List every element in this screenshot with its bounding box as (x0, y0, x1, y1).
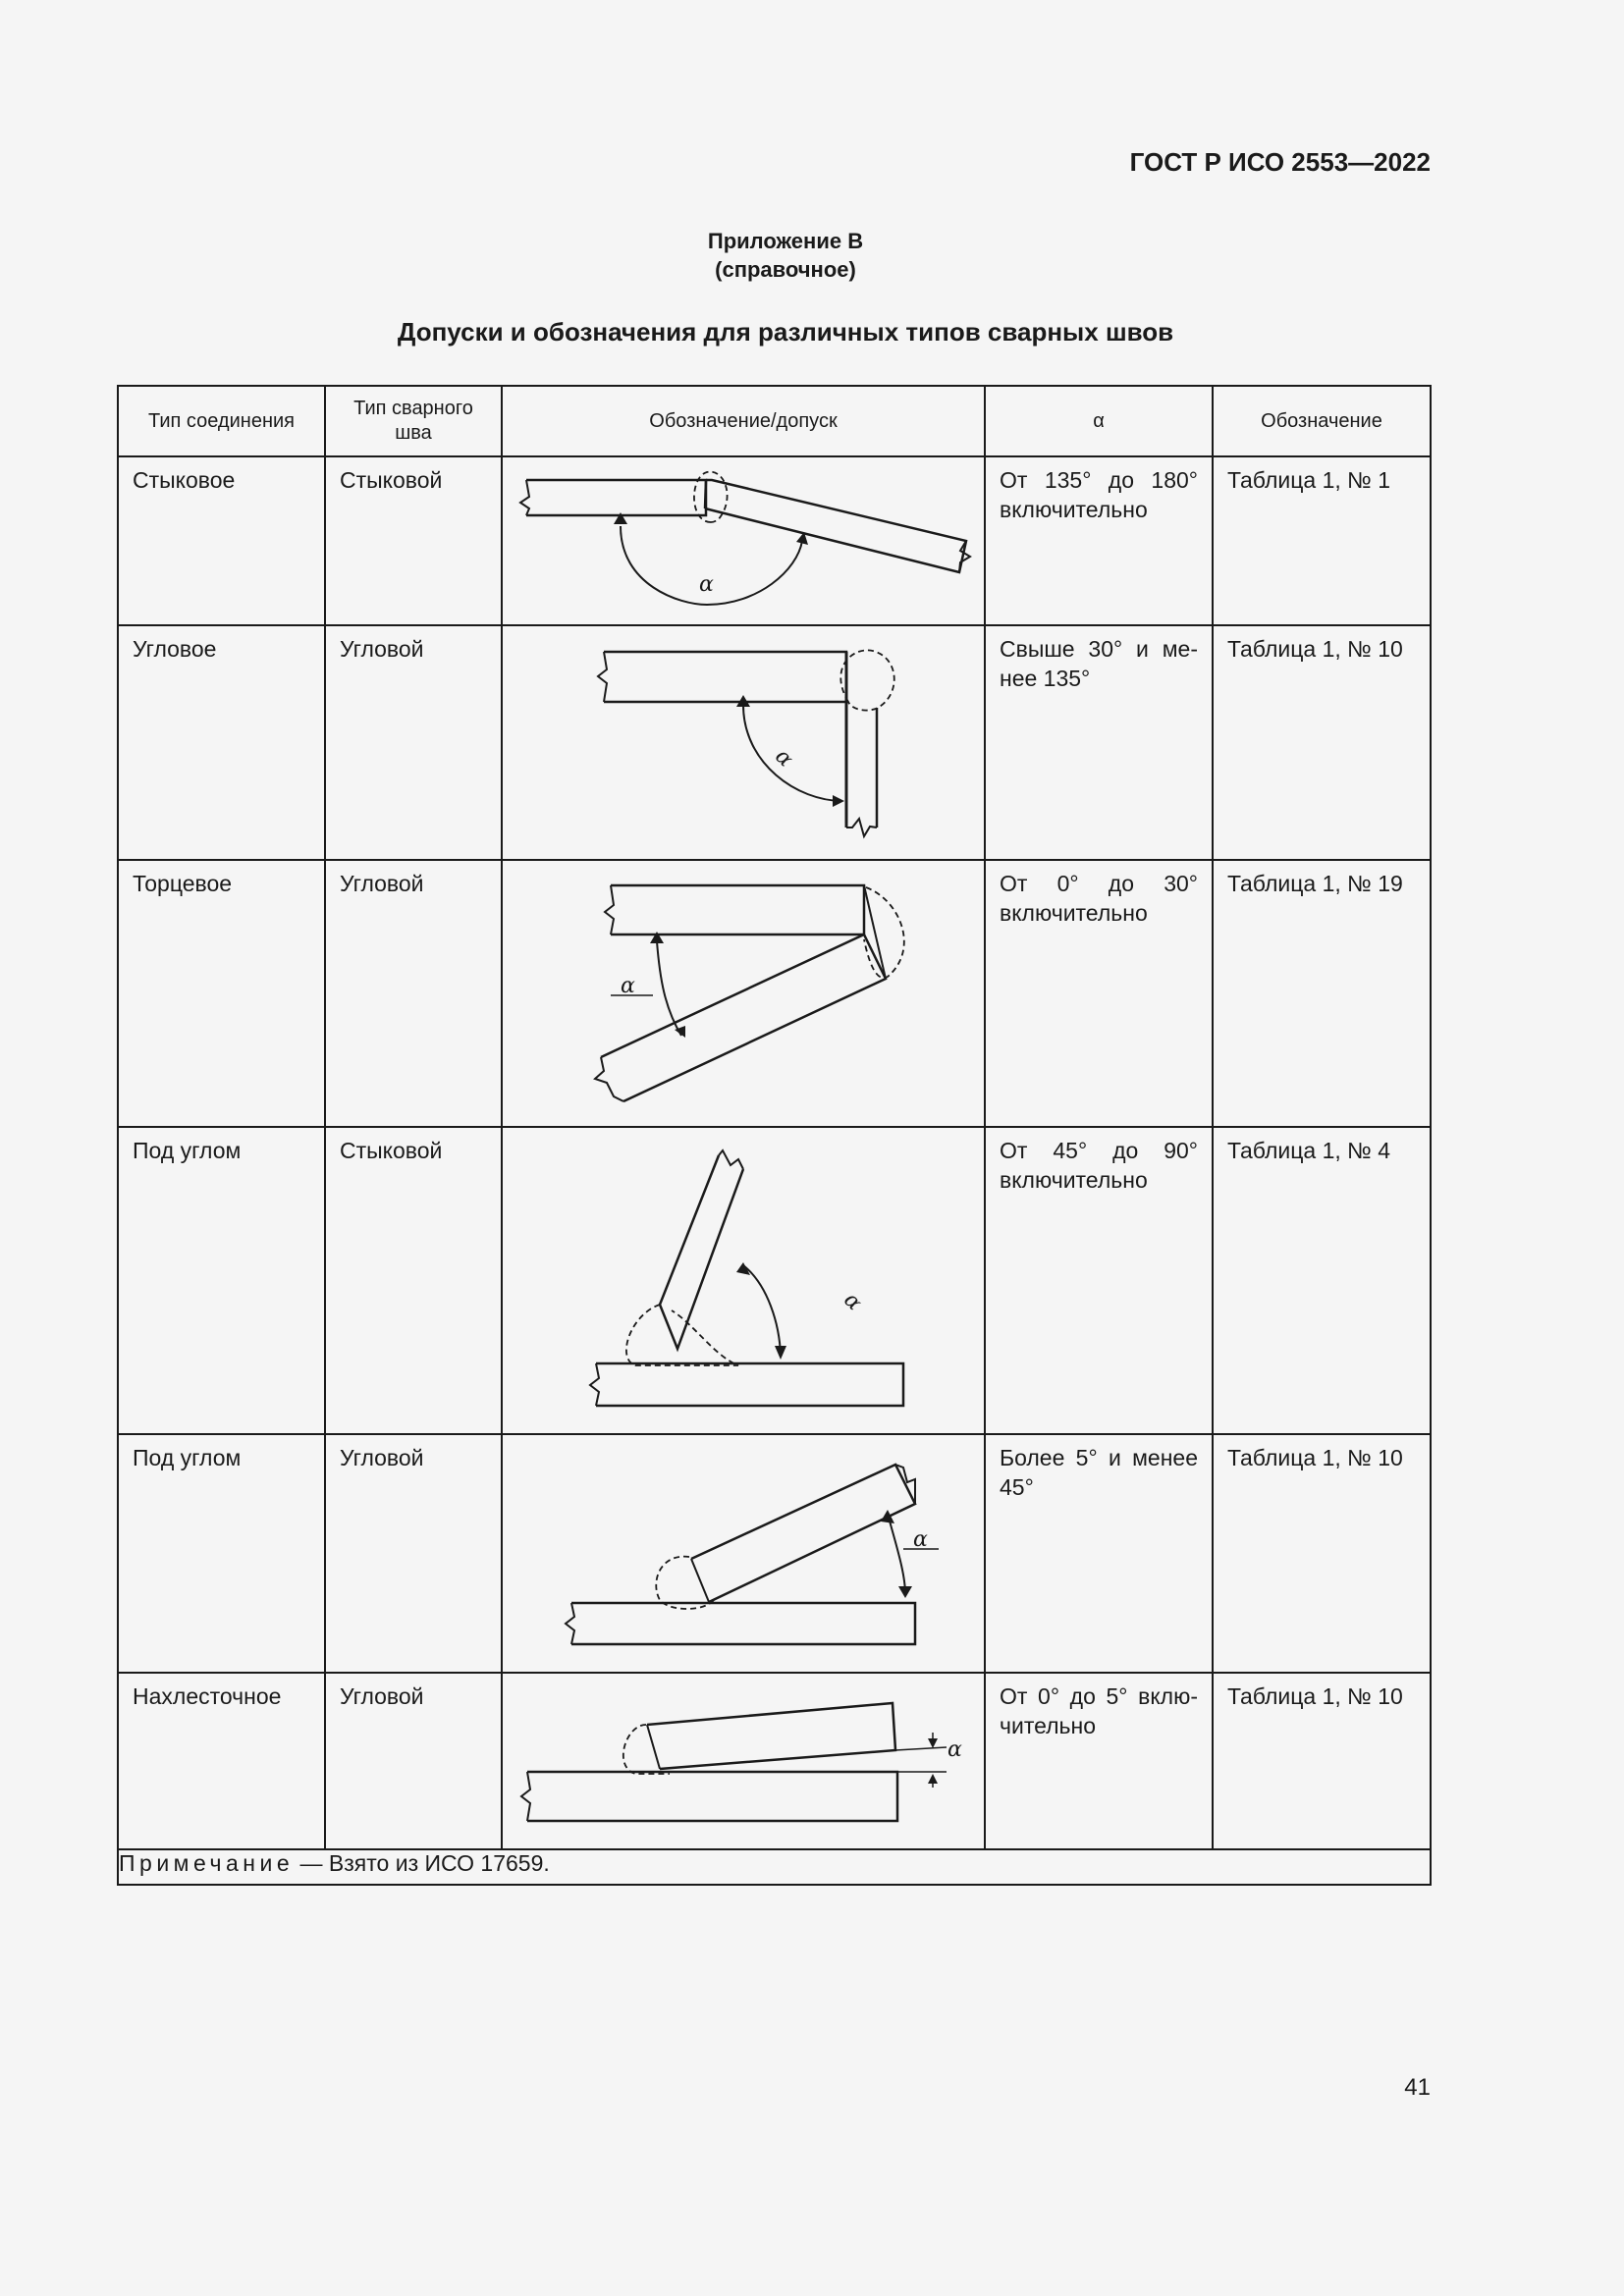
header-weld-type (325, 386, 502, 456)
weld-tolerance-table (117, 385, 1432, 1886)
cell-joint-type: Стыковое (118, 456, 325, 625)
cell-diagram (502, 1127, 985, 1434)
angled-butt-diagram (503, 1128, 984, 1433)
table-row (118, 1127, 1431, 1434)
cell-weld-type: Угловой (325, 1434, 502, 1673)
appendix-status: (справочное) (715, 257, 856, 282)
cell-reference: Таблица 1, № 10 (1213, 1434, 1431, 1673)
cell-diagram (502, 1673, 985, 1849)
corner-joint-diagram (503, 626, 984, 859)
butt-joint-diagram (503, 457, 984, 624)
cell-joint-type: Под углом (118, 1127, 325, 1434)
cell-joint-type: Нахлесточное (118, 1673, 325, 1849)
cell-weld-type: Угловой (325, 625, 502, 860)
table-row (118, 1434, 1431, 1673)
cell-weld-type: Стыковой (325, 456, 502, 625)
cell-reference: Таблица 1, № 19 (1213, 860, 1431, 1127)
header-designation-tolerance: Обозначение/допуск (502, 386, 985, 456)
header-weld-type-line1: Тип сварного (353, 398, 473, 419)
cell-diagram (502, 625, 985, 860)
edge-joint-diagram (503, 861, 984, 1126)
cell-reference: Таблица 1, № 1 (1213, 456, 1431, 625)
table-note (118, 1849, 1431, 1885)
cell-alpha-range: Более 5° и менее 45° (985, 1434, 1213, 1673)
table-row (118, 860, 1431, 1127)
table-header-row (118, 386, 1431, 456)
table-row (118, 625, 1431, 860)
cell-alpha-range: Свыше 30° и ме-нее 135° (985, 625, 1213, 860)
angled-fillet-diagram (503, 1435, 984, 1672)
cell-reference: Таблица 1, № 4 (1213, 1127, 1431, 1434)
cell-weld-type: Стыковой (325, 1127, 502, 1434)
cell-diagram (502, 1434, 985, 1673)
note-text: — Взято из ИСО 17659. (294, 1850, 550, 1876)
diagram-alpha-label: α (913, 1527, 928, 1552)
cell-alpha-range: От 135° до 180° включительно (985, 456, 1213, 625)
cell-reference: Таблица 1, № 10 (1213, 625, 1431, 860)
diagram-alpha-label: α (947, 1737, 962, 1762)
diagram-alpha-label: α (621, 974, 635, 998)
header-joint-type: Тип соединения (118, 386, 325, 456)
cell-alpha-range: От 0° до 30° включительно (985, 860, 1213, 1127)
diagram-alpha-label: α (770, 744, 798, 773)
page-number: 41 (1404, 2074, 1431, 2101)
note-label: Примечание (119, 1850, 295, 1876)
cell-reference: Таблица 1, № 10 (1213, 1673, 1431, 1849)
cell-diagram (502, 860, 985, 1127)
cell-joint-type: Угловое (118, 625, 325, 860)
table-note-row (118, 1849, 1431, 1885)
cell-alpha-range: От 0° до 5° вклю-чительно (985, 1673, 1213, 1849)
appendix-heading (0, 227, 1571, 284)
header-weld-type-line2: шва (395, 422, 432, 444)
document-code: ГОСТ Р ИСО 2553—2022 (1129, 147, 1431, 177)
cell-joint-type: Под углом (118, 1434, 325, 1673)
cell-weld-type: Угловой (325, 860, 502, 1127)
table-row (118, 1673, 1431, 1849)
lap-joint-diagram (503, 1674, 984, 1848)
cell-weld-type: Угловой (325, 1673, 502, 1849)
diagram-alpha-label: α (699, 572, 714, 597)
page-title: Допуски и обозначения для различных типов сварных швов (397, 317, 1174, 347)
appendix-label: Приложение В (707, 229, 864, 253)
header-designation: Обозначение (1213, 386, 1431, 456)
cell-joint-type: Торцевое (118, 860, 325, 1127)
table-row (118, 456, 1431, 625)
cell-alpha-range: От 45° до 90° включительно (985, 1127, 1213, 1434)
diagram-alpha-label: α (839, 1287, 867, 1316)
cell-diagram (502, 456, 985, 625)
header-alpha: α (985, 386, 1213, 456)
